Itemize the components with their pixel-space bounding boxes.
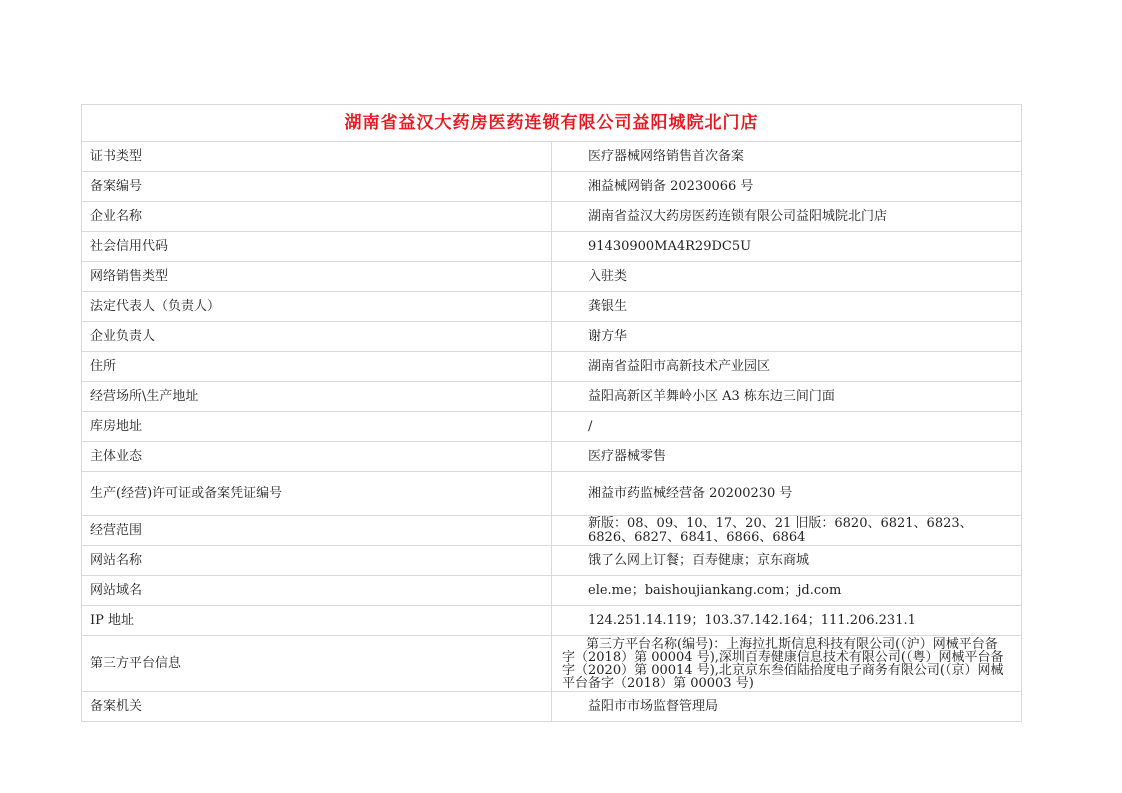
label-warehouse-address: 库房地址 [82,412,552,442]
value-record-authority: 益阳市市场监督管理局 [552,692,1022,722]
table-row [82,142,1022,172]
label-website-name: 网站名称 [82,546,552,576]
value-record-number: 湘益械网销备 20230066 号 [552,172,1022,202]
title-row [82,105,1022,142]
table-row [82,692,1022,722]
value-business-scope: 新版：08、09、10、17、20、21 旧版：6820、6821、6823、6826、6827、6841、6866、6864 [552,516,1022,546]
record-table [81,104,1022,722]
value-company-name: 湖南省益汉大药房医药连锁有限公司益阳城院北门店 [552,202,1022,232]
value-third-party-platform [552,636,1022,692]
table-row [82,636,1022,692]
value-ip-address: 124.251.14.119；103.37.142.164；111.206.231.1 [552,606,1022,636]
table-row [82,202,1022,232]
table-row [82,382,1022,412]
table-row [82,322,1022,352]
label-certificate-type: 证书类型 [82,142,552,172]
value-website-name: 饿了么网上订餐；百寿健康；京东商城 [552,546,1022,576]
table-row [82,352,1022,382]
table-row [82,472,1022,516]
label-record-number: 备案编号 [82,172,552,202]
table-row [82,606,1022,636]
label-third-party-platform: 第三方平台信息 [82,636,552,692]
label-sales-type: 网络销售类型 [82,262,552,292]
table-row [82,442,1022,472]
value-business-form: 医疗器械零售 [552,442,1022,472]
document-title: 湖南省益汉大药房医药连锁有限公司益阳城院北门店 [82,105,1022,142]
label-company-principal: 企业负责人 [82,322,552,352]
label-company-name: 企业名称 [82,202,552,232]
table-row [82,576,1022,606]
label-record-authority: 备案机关 [82,692,552,722]
value-sales-type: 入驻类 [552,262,1022,292]
label-residence: 住所 [82,352,552,382]
table-row [82,262,1022,292]
value-certificate-type: 医疗器械网络销售首次备案 [552,142,1022,172]
label-legal-representative: 法定代表人（负责人） [82,292,552,322]
label-business-scope: 经营范围 [82,516,552,546]
table-row [82,546,1022,576]
table-row [82,516,1022,546]
label-website-domain: 网站域名 [82,576,552,606]
value-residence: 湖南省益阳市高新技术产业园区 [552,352,1022,382]
table-row [82,172,1022,202]
table-row [82,412,1022,442]
label-ip-address: IP 地址 [82,606,552,636]
table-row [82,232,1022,262]
value-credit-code: 91430900MA4R29DC5U [552,232,1022,262]
label-license-number: 生产(经营)许可证或备案凭证编号 [82,472,552,516]
value-business-address: 益阳高新区羊舞岭小区 A3 栋东边三间门面 [552,382,1022,412]
label-business-form: 主体业态 [82,442,552,472]
value-license-number: 湘益市药监械经营备 20200230 号 [552,472,1022,516]
third-party-platform-text: 第三方平台名称(编号)：上海拉扎斯信息科技有限公司(（沪）网械平台备字（2018）第 00004 号),深圳百寿健康信息技术有限公司(（粤）网械平台备字（2020）第 00014 号),北京京东叁佰陆拾度电子商务有限公司(（京）网械平台备字（2018）第 00003 号) [562,636,1004,691]
value-website-domain: ele.me；baishoujiankang.com；jd.com [552,576,1022,606]
label-business-address: 经营场所\生产地址 [82,382,552,412]
value-warehouse-address: / [552,412,1022,442]
table-row [82,292,1022,322]
label-credit-code: 社会信用代码 [82,232,552,262]
value-company-principal: 谢方华 [552,322,1022,352]
value-legal-representative: 龚银生 [552,292,1022,322]
